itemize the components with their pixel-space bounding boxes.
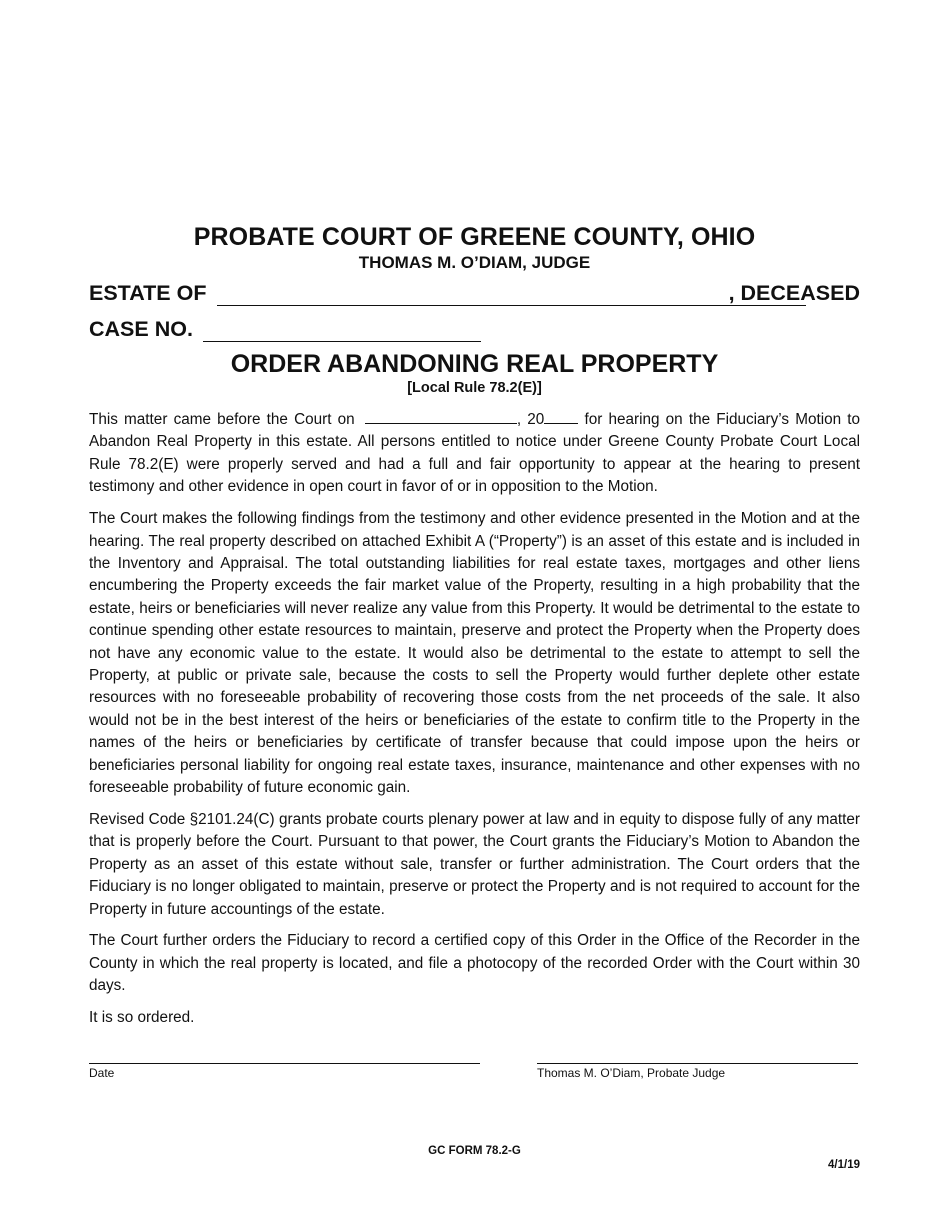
court-title: PROBATE COURT OF GREENE COUNTY, OHIO: [193, 223, 756, 251]
document-page: [89, 0, 860, 1230]
judge-signature-field[interactable]: [537, 1063, 858, 1080]
paragraph-record: The Court further orders the Fiduciary to record a certified copy of this Order in the Office of the Recorder in the County in which the real property is located, and file a photocopy of the recorded Order with the Court within 30 days.: [89, 932, 860, 995]
hearing-date-field[interactable]: [365, 409, 517, 424]
paragraph-hearing: [89, 409, 860, 499]
hearing-year-field[interactable]: [544, 409, 578, 424]
local-rule: [Local Rule 78.2(E)]: [407, 380, 542, 396]
signature-row: [89, 1063, 860, 1087]
case-number-label: CASE NO.: [89, 317, 193, 341]
judge-name: THOMAS M. O’DIAM, JUDGE: [358, 253, 591, 272]
hearing-text-start: This matter came before the Court on: [89, 411, 355, 428]
date-signature-field[interactable]: [89, 1063, 480, 1080]
order-body: [89, 409, 860, 1039]
estate-row: [89, 281, 860, 311]
form-revision-date: 4/1/19: [828, 1159, 860, 1171]
paragraph-so-ordered: It is so ordered.: [89, 1009, 195, 1027]
paragraph-findings: The Court makes the following findings from the testimony and other evidence presented in the Motion and at the hearing. The real property described on attached Exhibit A (“Property”) is an asset of this estate and is included in the Inventory and Appraisal. The total outstanding liabilities for real estate taxes, mortgages and other liens encumbering the Property exceeds the fair market value of the Property, resulting in a high probability that the estate, heirs or beneficiaries will never realize any value from this Property. It would be detrimental to the estate to continue spending other estate resources to maintain, preserve and protect the Property when the Property does not have any economic value to the estate. It would also be detrimental to the estate to attempt to sell the Property, at public or private sale, because the costs to sell the Property would further deplete other estate resources with no foreseeable probability of recovering those costs from the net proceeds of the sale. It also would not be in the best interest of the heirs or beneficiaries of the estate to confirm title to the Property in the names of the heirs or beneficiaries by certificate of transfer because that could impose upon the heirs or beneficiaries personal liability for ongoing real estate taxes, insurance, maintenance and other expenses with no foreseeable probability of future economic gain.: [89, 510, 860, 796]
case-number-field[interactable]: [203, 341, 481, 342]
deceased-label: , DECEASED: [728, 281, 860, 305]
order-title: ORDER ABANDONING REAL PROPERTY: [230, 350, 719, 378]
case-row: [89, 317, 860, 347]
hearing-text-rest: for hearing on the Fiduciary’s Motion to Abandon Real Property in this estate. All persons entitled to notice under Greene County Probate Court Local Rule 78.2(E) were properly served and had a full and fair opportunity to appear at the hearing to present testimony and other evidence in open court in favor of or in opposition to the Motion.: [89, 411, 861, 496]
form-id: GC FORM 78.2-G: [428, 1145, 521, 1157]
judge-signature-label: Thomas M. O’Diam, Probate Judge: [537, 1066, 726, 1080]
paragraph-order: Revised Code §2101.24(C) grants probate courts plenary power at law and in equity to dispose fully of any matter that is properly before the Court. Pursuant to that power, the Court grants the Fiduciary’s Motion to Abandon the Property as an asset of this estate without sale, transfer or further administration. The Court orders that the Fiduciary is no longer obligated to maintain, preserve or protect the Property and is not required to account for the Property in future accountings of the estate.: [89, 810, 860, 918]
estate-name-field[interactable]: [217, 305, 806, 306]
year-prefix: , 20: [516, 411, 545, 428]
estate-label: ESTATE OF: [89, 281, 207, 305]
date-label: Date: [89, 1066, 115, 1080]
